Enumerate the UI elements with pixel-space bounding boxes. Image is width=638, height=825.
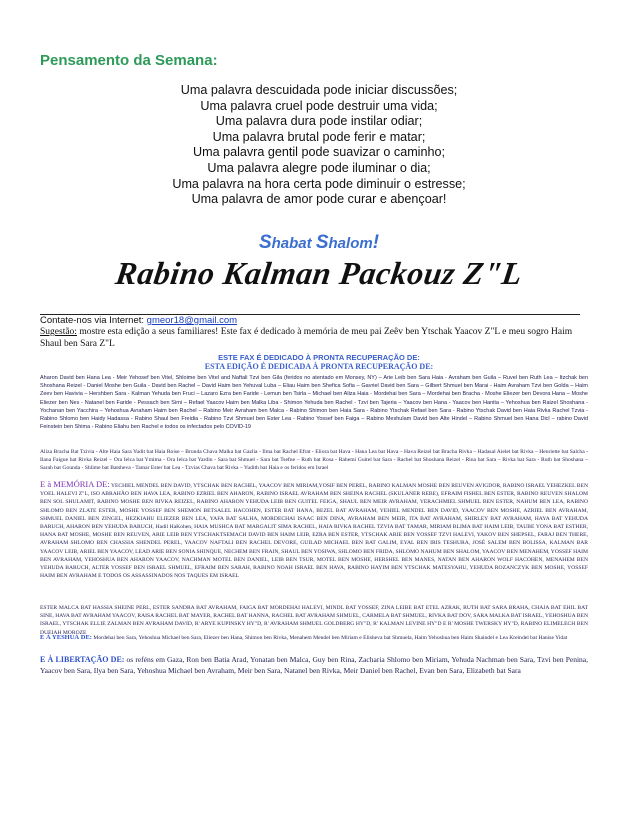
dedication-title-alt: ESTA EDIÇÃO É DEDICADA À PRONTA RECUPERAÇÃO DE: <box>204 362 434 371</box>
yeshua-paragraph <box>40 634 588 642</box>
suggestion-label: Sugestão: <box>40 327 77 337</box>
poem-line: Uma palavra gentil pode suavizar o caminho; <box>192 145 445 160</box>
email-link[interactable]: gmeor18@gmail.com <box>146 315 238 326</box>
yeshua-label: E À YESHUÁ DE: <box>40 634 92 641</box>
greeting-punct: ! <box>372 232 380 253</box>
poem-line: Uma palavra de amor pode curar e abençoar! <box>191 192 447 207</box>
poem-line: Uma palavra descuidada pode iniciar discussões; <box>180 83 458 97</box>
liberation-paragraph <box>40 655 588 676</box>
liberation-text: os reféns em Gaza, Ron ben Batia Arad, Yonatan ben Malca, Guy ben Rina, Zacharia Shlomo ben Miriam, Yehuda Nachman ben Sara, Tzvi ben Penina, Yaacov ben Sara, Ilya ben Sara, Yehoshua Michael ben Avraham, Meir ben Sara, Natanel ben Rivka, Meir Daniel ben Rachel, Evan ben Sara, Elizabeth bat Sara <box>40 655 588 675</box>
memory-paragraph-women: ESTER MALCA BAT HASSIA SHEINE PERL, ESTER SANDRA BAT AVRAHAM, FAIGA BAT MORDEHAI HALEVI, MINDL BAT YOSSEF, ZINA LEIBE BAT ETEL AZRAK, RUTH BAT SARA BRAHA, CHAJA BAT EHIL BAT SINE, HAVA BAT AVRAHAM YAACOV, RAISA RACHEL BAT MAYER, RACHEL BAT HANNA, RACHEL BAT AVRAHAM SHMUEL, CARMELA BAT SHMUEL, RIVKA BAT DOV, SARA MALKA BAT ISRAEL, YEHOSHUA BEN ISRAEL, YTSCHAK ELLIE ZALMAN BEN AVRAHAM DAVID, R' ARYE KUPINSKY HY"D, R' AVRAHAM SHMUEL GOLDBERG HY"D, R' KALMAN LEVINE HY"D E R' MOSHE TWERSKY HY"D, RABINO ELIMELECH BEN DUEIAH MOROZE <box>40 605 588 636</box>
greeting-initial: S <box>315 232 329 253</box>
recovery-list-women: Aliza Bracha Bat Tzivia - Alte Haia Sara Yudit bat Haia Roise – Brunda Chava Malka bat Gazlia - Ilma bat Rachel Efrat - Eliora bat Hava - Hana Lea bat Hava – Hava Reizel bat Bracha Rivka – Hadasal Aielet bat Rivka – Henriette bat Salcha - Ilana Faigue bat Rivka Reizel – Ora Ielca bat Ymima - Ora Ielca bat Yardin - Sara bat Shmuel - Sara bat Tsefne – Ruth bat Rosa - Rahemi Guitel bat Sara - Rachel bat Shoshana Reizel - Rina bat Sara – Rivka bat Sara - Ruth bat Shoshana – Sarah bat Gounda - Shlime bat Batsheva - Tamar Ester bat Lea - Tzvias Chava bat Rivka – Yudith bat Haia e os feridos em Israel <box>40 449 588 472</box>
poem <box>0 83 638 208</box>
memory-paragraph <box>40 480 588 580</box>
poem-line: Uma palavra cruel pode destruir uma vida; <box>200 98 438 113</box>
dedication-title: ESTE FAX É DEDICADO À PRONTA RECUPERAÇÃO DE: <box>218 353 420 362</box>
contact-label: Contate-nos via Internet: <box>40 315 147 326</box>
poem-line: Uma palavra brutal pode ferir e matar; <box>212 129 426 144</box>
memory-label: E à MEMÓRIA DE: <box>40 479 110 489</box>
shabat-shalom-greeting <box>0 232 638 254</box>
author-signature: Rabino Kalman Packouz Z"L <box>113 255 525 291</box>
greeting-word: habat <box>271 235 316 252</box>
recovery-list-men: Aharon David ben Hana Lea - Meir Yehosef ben Vitel, Shloime ben Vitel and Naftali Tzvi ben Gila (feridos no atentado em Monsey, NY) – Arie Leib ben Sara Haia - Avraham ben Guila – Ruvel ben Ruth Lea – Itzchak ben Shoshana Reizel - Daniel Moshe ben Guila - David ben Rachel – David Haim ben Yehuval Luba – Eliau Haim ben Shefica Sofia – Gavriel David ben Sara – Gilbert Shmuel ben Marai - Haim Avraham Tzvi ben Golda – Haim Zeev ben Havivia – Hershben Sara - Kalman Yehuda ben Fruci – Lazaro Ezra ben Faride - Lemun ben Tsirla – Michael ben Aliza Haia - Mordehai ben Sara – Mordehai ben Bracha - Moshe Eliezer ben Devora Hana – Moshe Eliezer ben Nes - Natanel ben Faride - Pessach ben Simi – Refael Yaacov Haim ben Malka Liba - Shimon Yehuda ben Rachel - Tzvi ben Tajeria – Yaacov ben Hana - Yaacov ben Hanita – Yehoshua ben Raizel Shoshana - Yochanan ben Yacchira – Yehoshua Avraham Haim ben Rachel – Rabino Meir Avraham ben Malca - Rabino Shimon ben Haia Sara - Rabino Ytschak Refael ben Sara - Rabino Ytschak David ben Haia Rivka Rachel Tzvia - Rabino Shlomo ben Haidy Hadassa - Rabino Shaul ben Freidia - Rabino Tzvi Shmuel ben Ester Lea - Rabino Yossef ben Faiga – Rabino Meshulam David ben Alte Hindel – Rabino Shmuel ben Hana Dicl – rabino David Feinstein ben Shima - Rabino Eliahu ben Rachel e todos os infectados pelo COVID-19 <box>40 375 588 431</box>
poem-line: Uma palavra dura pode instilar odiar; <box>215 114 423 129</box>
suggestion-paragraph <box>40 326 585 350</box>
poem-line: Uma palavra alegre pode iluminar o dia; <box>207 160 431 175</box>
greeting-word: halom <box>328 235 373 252</box>
memory-text: YECHIEL MENDEL BEN DAVID, YTSCHAK BEN RACHEL, YAACOV BEN MIRIAM,YOSIF BEN PEREL, RABINO KALMAN MOSHE BEN REUVEN AVIGDOR, RABINO ISRAEL YEHEZKEL BEN YOEL HALEVI Z"L, ISO ABRAHÃO BEN HAVA LEA, RABINO EZRIEL BEN AHARON, RABINO ISRAEL AVRAHAM BEN SHEINA RACHEL (SKULANER REBE), EFRAIM FISHEL BEN ESTER, RABINO REUVEN SHALOM BEN SOL SHULAMIT, RABINO MOSHE BEN RIVKA REIZEL, RABINO AHARON YEHUDA LEIB BEN GUITEL FEIGA, SHAUL BEN MEIR AVRAHAM, YERACHMIEL SHMUEL BEN ESTER, NAHUM BEN LEA, RABINO SHLOMO BEN ZLATE ESTER, MOSHE YOSSEF BEN SHEMON BETSALEL HACOHEN, ESTER BAT HANA, BEZEL BAT AVRAHAM, YEHIEL MENDEL BEN DAVID, YAACOV BEN MOSHE, AZRIEL BEN AVRAHAM, SHMUEL DANIEL BEN ZINGEL, HEZKIAHU ELIEZER BEN LEA, YAFA BAT SALHA, MORDECHAI ISAAC BEN DINA, AVRAHAM BEN MEIR, ITA BAT AVRAHAM, SHIRLEY BAT AVRAHAM, HAYA BAT YEHUDA BARUCH, AHARON BEN YEHUDA BARUCH, Hadil HaKohen, HAIA MUSHCA BAT MARGALIT SIMA RACHEL, HAIA RIVKA RACHEL TZVIA BAT TAMAR, MIRIAM BLIMA BAT HAIM LEIB, TAUBE YONA BAT ESTHER, HANA BAT MOSHE, MOSHE BEN REUVEN, ARIE LEIB BEN YTSCHAKTSEMACH DAVID BEN HAIM LEIB, EZRA BEN ESTER, YTSCHAK ARIE BEN YOSSEF TZVI HALEVI, YAKOV BEN SHEPSEL, FARAJ BEN THERE, AVRAHAM SHLOMO BEN CHASSIA SHENDEL PEREL, YAACOV NAFTALI BEN RACHEL DEVORE, GUILAD MICHAEL BEN BAT GALIM, EYAL BEN IRIS TESHURA, JOSÉ SALEM BEN BOLISSA, KALMAN BAR YAACOV LEIB, ARIEL BEN YAACOV, LEAD ARIE BEN SONIA SHINQUE, NECHEM BEN FRAIN, SHAUL BEN YOSIWA, SHLOMO BEN FRIDA, SHLOMO NAHUM BEN SHALOM, YAACOV BEN MENAHEM, YOSSEF HAIM BEN AVRAHAM, YEHOSHUA BEN AHARON YAACOV, NACHMAN MOTEL BEN DANIEL, LEIB BEN TSUR, MOTEL BEN MOSHE, HERSHEL BEN MANES, NATAN BEN AHARON WOLF HACOHEN, MENAHEM BEN YEHUDA BARUCH, ALTER YOSSEF BEN ISRAEL SHMUEL, EFRAIM BEN SARAH, RABINO NOAH ISRAEL BEN HAVA, RABINO HAYIM BEN YTSCHAK MATESYAHU, YEHUDA ROZANCZYK BEN MOSHE, YOSSEF HAIM BEN AVRAHAM E TODOS OS ASSASSINADOS NOS TAQUES EM ISRAEL <box>40 483 588 580</box>
greeting-initial: S <box>258 232 272 253</box>
suggestion-text: mostre esta edição a seus familiares! Este fax é dedicado à memória de meu pai Zeêv ben Ytschak Yaacov Z"L e meu sogro Haim Shaul ben Sara Z"L <box>40 327 573 349</box>
liberation-label: E À LIBERTAÇÃO DE: <box>40 655 125 664</box>
contact-line <box>40 315 237 326</box>
yeshua-text: Mordehai ben Sara, Yehoshua Michael ben Sara, Eliezer ben Hana, Shimon ben Rivka, Menahem Mendel ben Miriam e Elisheva bat Shmuela, Haim Yehoshua ben Haim Shaindel e Lea Kreindel bat Hanise Yidat <box>91 635 568 641</box>
poem-line: Uma palavra na hora certa pode diminuir o estresse; <box>172 176 466 191</box>
page-heading: Pensamento da Semana: <box>40 52 218 69</box>
